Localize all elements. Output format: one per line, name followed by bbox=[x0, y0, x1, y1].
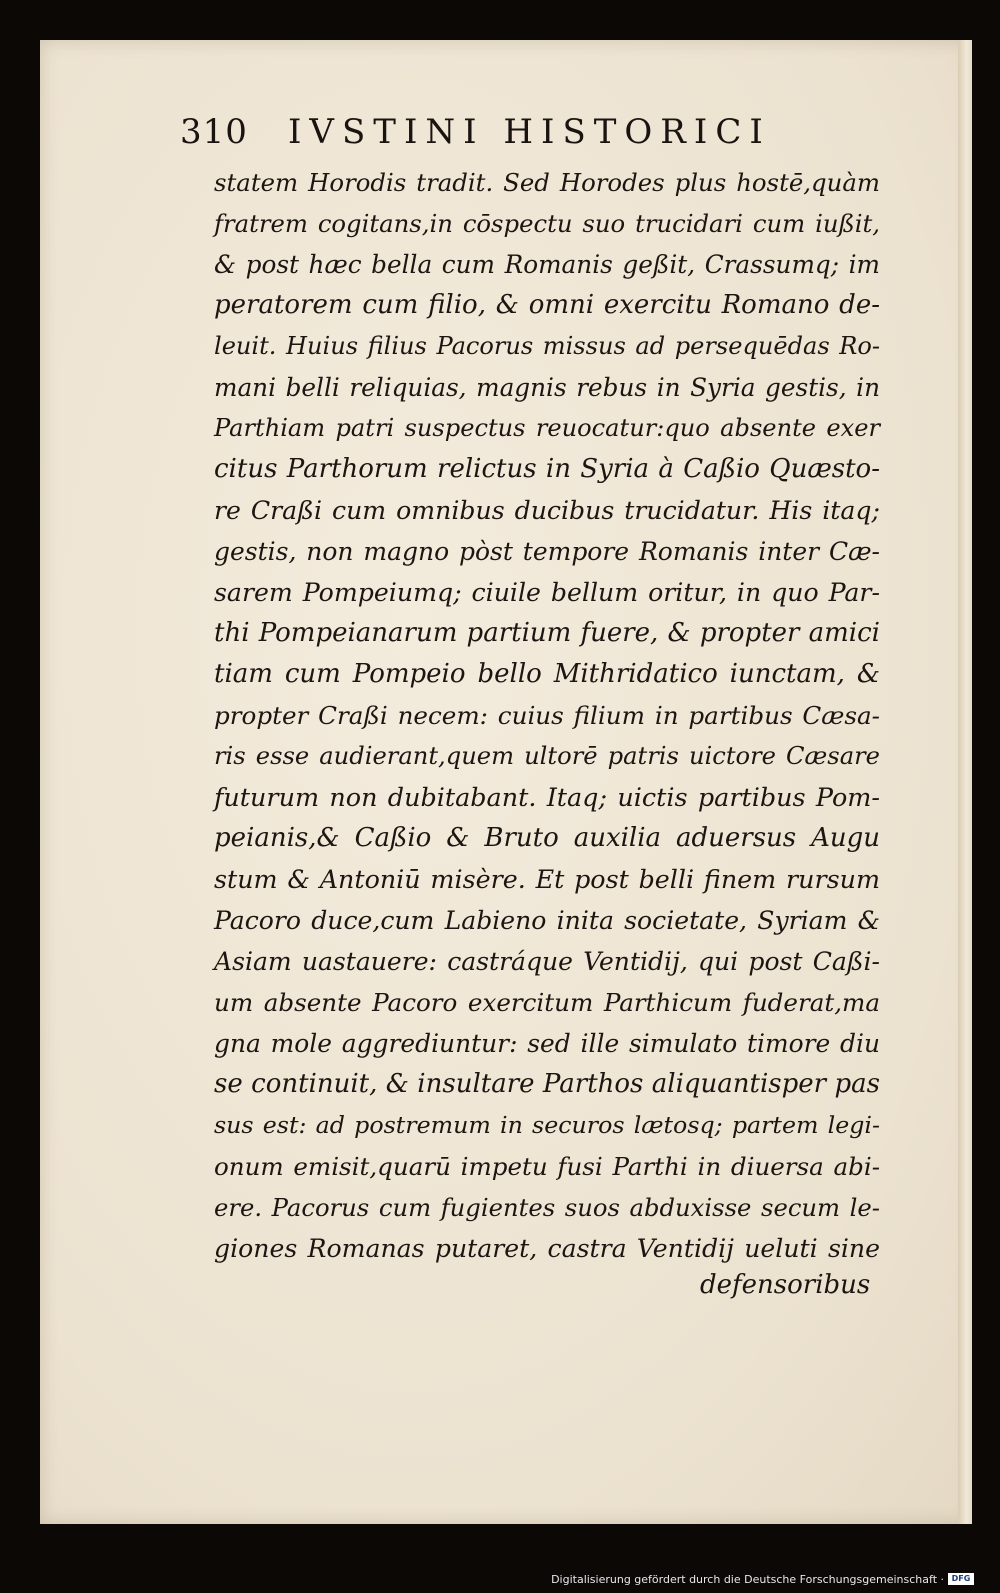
text-line: leuit. Huius filius Pacorus missus ad persequēdas Ro- bbox=[214, 332, 880, 360]
text-line: tiam cum Pompeio bello Mithridatico iunctam, & bbox=[214, 659, 880, 689]
credit-text: Digitalisierung gefördert durch die Deutsche Forschungsgemeinschaft · bbox=[551, 1572, 944, 1586]
text-line: um absente Pacoro exercitum Parthicum fuderat,ma bbox=[214, 988, 880, 1017]
text-line: Asiam uastauere: castráque Ventidij, qui post Caßi- bbox=[214, 947, 880, 976]
body-text bbox=[214, 162, 880, 1269]
text-line: peratorem cum filio, & omni exercitu Romano de- bbox=[214, 290, 880, 320]
page-edge bbox=[958, 40, 972, 1524]
text-line: statem Horodis tradit. Sed Horodes plus hostē,quàm bbox=[214, 168, 880, 197]
text-line: citus Parthorum relictus in Syria à Caßio Quæsto- bbox=[214, 454, 880, 484]
text-line: onum emisit,quarū impetu fusi Parthi in diuersa abi- bbox=[214, 1152, 880, 1181]
dfg-logo-icon: DFG bbox=[948, 1573, 974, 1585]
digitization-credit bbox=[551, 1570, 974, 1588]
catchword: defensoribus bbox=[700, 1270, 871, 1300]
text-line: gna mole aggrediuntur: sed ille simulato timore diu bbox=[214, 1029, 880, 1058]
text-line: gestis, non magno pòst tempore Romanis inter Cæ- bbox=[214, 537, 880, 566]
text-line: re Craßi cum omnibus ducibus trucidatur. His itaq; bbox=[214, 496, 880, 525]
text-line: ris esse audierant,quem ultorē patris uictore Cæsare bbox=[214, 742, 880, 770]
text-line: sus est: ad postremum in securos lætosq; partem legi- bbox=[214, 1111, 880, 1139]
text-line: & post hæc bella cum Romanis geßit, Crassumq; im bbox=[214, 250, 880, 279]
text-line: sarem Pompeiumq; ciuile bellum oritur, in quo Par- bbox=[214, 578, 880, 607]
text-line: propter Craßi necem: cuius filium in partibus Cæsa- bbox=[214, 701, 880, 730]
running-head: IVSTINI HISTORICI bbox=[288, 112, 771, 152]
text-line: se continuit, & insultare Parthos aliquantisper pas bbox=[214, 1069, 880, 1099]
text-line: ere. Pacorus cum fugientes suos abduxisse secum le- bbox=[214, 1193, 880, 1222]
page-header bbox=[180, 112, 840, 168]
text-line: peianis,& Caßio & Bruto auxilia aduersus Augu bbox=[214, 823, 880, 853]
text-line: stum & Antoniū misère. Et post belli finem rursum bbox=[214, 864, 880, 894]
text-line: futurum non dubitabant. Itaq; uictis partibus Pom- bbox=[214, 782, 880, 812]
page-number: 310 bbox=[180, 112, 248, 152]
text-line: giones Romanas putaret, castra Ventidij ueluti sine bbox=[214, 1234, 880, 1263]
text-line: Parthiam patri suspectus reuocatur:quo absente exer bbox=[214, 414, 880, 442]
text-line: fratrem cogitans,in cōspectu suo trucidari cum iußit, bbox=[214, 209, 880, 238]
text-line: thi Pompeianarum partium fuere, & propter amici bbox=[214, 618, 880, 648]
text-line: mani belli reliquias, magnis rebus in Syria gestis, in bbox=[214, 373, 880, 402]
text-line: Pacoro duce,cum Labieno inita societate, Syriam & bbox=[214, 906, 880, 935]
